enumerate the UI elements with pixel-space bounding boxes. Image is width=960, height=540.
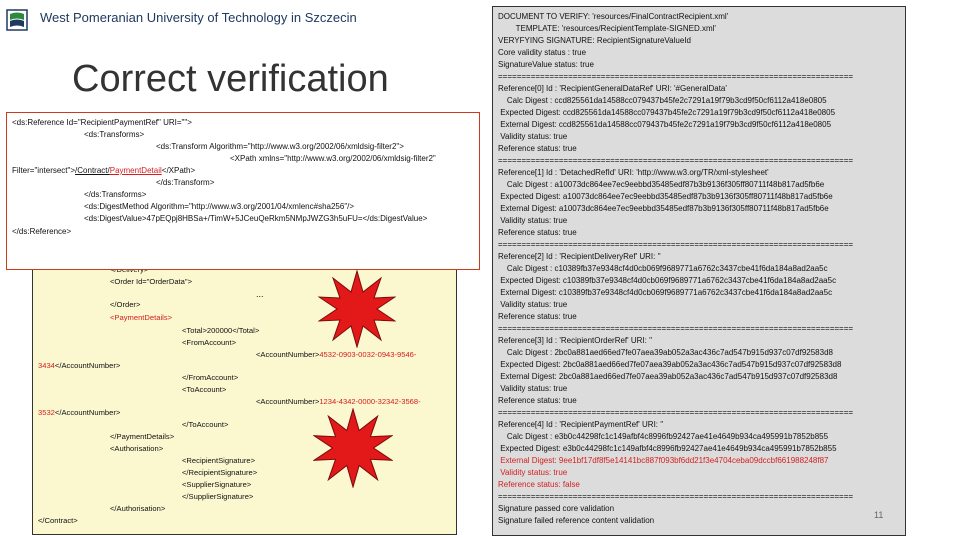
account-number-value-cont: 3532	[38, 408, 55, 417]
report-line-failed-status: Reference status: false	[498, 480, 580, 489]
verification-report-panel	[492, 6, 906, 536]
report-line: Reference status: true	[498, 312, 577, 321]
report-line: Expected Digest: 2bc0a881aed66ed7fe07aea39ab052a3ac436c7ad547b915d937c07df92583d8	[498, 360, 842, 369]
xpath-payment-detail: PaymentDetail	[109, 166, 162, 175]
xml-line: <ToAccount>	[182, 385, 227, 394]
report-line-summary: Signature passed core validation	[498, 504, 615, 513]
report-line-failed-digest: External Digest: 9ee1bf17df8f5e14141bc887f093bf6dd21f3e4704ceba09dccbf661988248f87	[498, 456, 829, 465]
xml-line-account-1-cont	[38, 362, 120, 370]
xml-line: <Order Id="OrderData">	[110, 277, 192, 286]
report-line: Calc Digest : a10073dc864ee7ec9eebbd35485edf87b3b9136f305ff80711f48b817ad5fb6e	[498, 180, 825, 189]
xml-tag: </AccountNumber>	[54, 408, 121, 417]
report-line: Expected Digest: c10389fb37e9348cf4d0cb069f9689771a6762c3437cbe41f6da184a8ad2aa5c	[498, 276, 837, 285]
university-logo-icon	[6, 8, 28, 32]
report-line: Reference[1] Id : 'DetachedRefId' URI: 'http://www.w3.org/TR/xml-stylesheet'	[498, 168, 769, 177]
report-line: Reference status: true	[498, 144, 577, 153]
xml-line-payment-details: <PaymentDetails>	[110, 313, 173, 322]
xml-line: <Total>200000</Total>	[182, 326, 260, 335]
report-line: Reference[4] Id : 'RecipientPaymentRef' URI: ''	[498, 420, 664, 429]
report-line: Reference[0] Id : 'RecipientGeneralDataRef' URI: '#GeneralData'	[498, 84, 727, 93]
report-line: Validity status: true	[498, 132, 568, 141]
report-line: External Digest: ccd825561da14588cc079437b45fe2c7291a19f79b3cd9f50cf6112a418e0805	[498, 120, 832, 129]
overlay-line: </ds:Transform>	[156, 178, 215, 187]
report-line: External Digest: a10073dc864ee7ec9eebbd35485edf87b3b9136f305ff80711f48b817ad5fb6e	[498, 204, 829, 213]
xml-tag: <AccountNumber>	[256, 397, 320, 406]
xpath-filter-attr: Filter="intersect">	[12, 166, 76, 175]
xml-line: </Order>	[110, 300, 141, 309]
report-separator: ============================================================================	[498, 240, 854, 249]
report-line: External Digest: 2bc0a881aed66ed7fe07aea39ab052a3ac436c7ad547b915d937c07df92583d8	[498, 372, 838, 381]
xml-tag: <AccountNumber>	[256, 350, 320, 359]
report-separator: ============================================================================	[498, 408, 854, 417]
report-line: Validity status: true	[498, 216, 568, 225]
overlay-line: <ds:DigestMethod Algorithm="http://www.w3.org/2001/04/xmlenc#sha256"/>	[84, 202, 355, 211]
account-number-value: 4532-0903-0032-0943-9546-	[319, 350, 417, 359]
xpath-path: /Contract/	[75, 166, 110, 175]
xml-line: </ToAccount>	[182, 420, 229, 429]
page-number: 11	[874, 510, 884, 520]
report-line: Calc Digest : e3b0c44298fc1c149afbf4c8996fb92427ae41e4649b934ca495991b7852b855	[498, 432, 829, 441]
report-separator: ============================================================================	[498, 324, 854, 333]
report-line: External Digest: c10389fb37e9348cf4d0cb069f9689771a6762c3437cbe41f6da184a8ad2aa5c	[498, 288, 833, 297]
report-line: Reference status: true	[498, 396, 577, 405]
account-number-value-cont: 3434	[38, 361, 55, 370]
xml-line-account-2	[256, 398, 421, 406]
report-line: Core validity status : true	[498, 48, 587, 57]
report-line: Calc Digest : 2bc0a881aed66ed7fe07aea39ab052a3ac436c7ad547b915d937c07df92583d8	[498, 348, 833, 357]
overlay-line: </ds:Reference>	[12, 227, 72, 236]
xml-line: <FromAccount>	[182, 338, 237, 347]
overlay-line: <XPath xmlns="http://www.w3.org/2002/06/xmldsig-filter2"	[230, 154, 436, 163]
report-line: Calc Digest : c10389fb37e9348cf4d0cb069f9689771a6762c3437cbe41f6da184a8ad2aa5c	[498, 264, 828, 273]
report-separator: ============================================================================	[498, 72, 854, 81]
xml-ellipsis: ...	[256, 289, 264, 299]
report-line: Expected Digest: ccd825561da14588cc079437b45fe2c7291a19f79b3cd9f50cf6112a418e0805	[498, 108, 836, 117]
xml-line: <SupplierSignature>	[182, 480, 252, 489]
report-separator: ============================================================================	[498, 156, 854, 165]
xml-line: </FromAccount>	[182, 373, 239, 382]
report-line: Validity status: true	[498, 384, 568, 393]
report-line: DOCUMENT TO VERIFY: 'resources/FinalContractRecipient.xml'	[498, 12, 729, 21]
xml-line: </Authorisation>	[110, 504, 166, 513]
report-line: Expected Digest: e3b0c44298fc1c149afbf4c8996fb92427ae41e4649b934ca495991b7852b855	[498, 444, 837, 453]
report-line-summary: Signature failed reference content validation	[498, 516, 655, 525]
report-line: VERYFYING SIGNATURE: RecipientSignatureValueId	[498, 36, 691, 45]
overlay-line: </ds:Transforms>	[84, 190, 147, 199]
xml-line-account-2-cont	[38, 409, 120, 417]
account-number-value: 1234-4342-0000-32342-3568-	[319, 397, 421, 406]
report-line: Validity status: true	[498, 300, 568, 309]
starburst-warning-icon	[313, 408, 393, 488]
report-line: TEMPLATE: 'resources/RecipientTemplate-SIGNED.xml'	[498, 24, 716, 33]
overlay-line: <ds:Transform Algorithm="http://www.w3.org/2002/06/xmldsig-filter2">	[156, 142, 404, 151]
university-name: West Pomeranian University of Technology in Szczecin	[40, 10, 357, 25]
xpath-close-tag: </XPath>	[161, 166, 196, 175]
report-line: Calc Digest : ccd825561da14588cc079437b45fe2c7291a19f79b3cd9f50cf6112a418e0805	[498, 96, 827, 105]
report-line: Expected Digest: a10073dc864ee7ec9eebbd35485edf87b3b9136f305ff80711f48b817ad5fb6e	[498, 192, 833, 201]
xml-line: <RecipientSignature>	[182, 456, 256, 465]
reference-overlay-box	[6, 112, 480, 270]
report-separator: ============================================================================	[498, 492, 854, 501]
xml-line-account-1	[256, 351, 416, 359]
report-line: Reference[2] Id : 'RecipientDeliveryRef' URI: ''	[498, 252, 661, 261]
overlay-line: <ds:DigestValue>47pEQpj8HBSa+/TimW+5JCeuQeRkm5NMpJWZG3h5uFU=</ds:DigestValue>	[84, 214, 428, 223]
xml-line: </RecipientSignature>	[182, 468, 258, 477]
overlay-line: <ds:Transforms>	[84, 130, 145, 139]
report-line: Reference status: true	[498, 228, 577, 237]
xml-line: </SupplierSignature>	[182, 492, 254, 501]
page-title: Correct verification	[72, 58, 389, 100]
overlay-line-xpath	[12, 167, 195, 175]
xml-line: </Contract>	[38, 516, 78, 525]
report-line: Reference[3] Id : 'RecipientOrderRef' URI: ''	[498, 336, 653, 345]
report-line-failed-validity: Validity status: true	[498, 468, 568, 477]
overlay-line: <ds:Reference Id="RecipientPaymentRef" URI="">	[12, 118, 192, 127]
xml-line: <Authorisation>	[110, 444, 164, 453]
starburst-warning-icon	[318, 270, 396, 348]
xml-line: </PaymentDetails>	[110, 432, 175, 441]
report-line: SignatureValue status: true	[498, 60, 594, 69]
xml-tag: </AccountNumber>	[54, 361, 121, 370]
